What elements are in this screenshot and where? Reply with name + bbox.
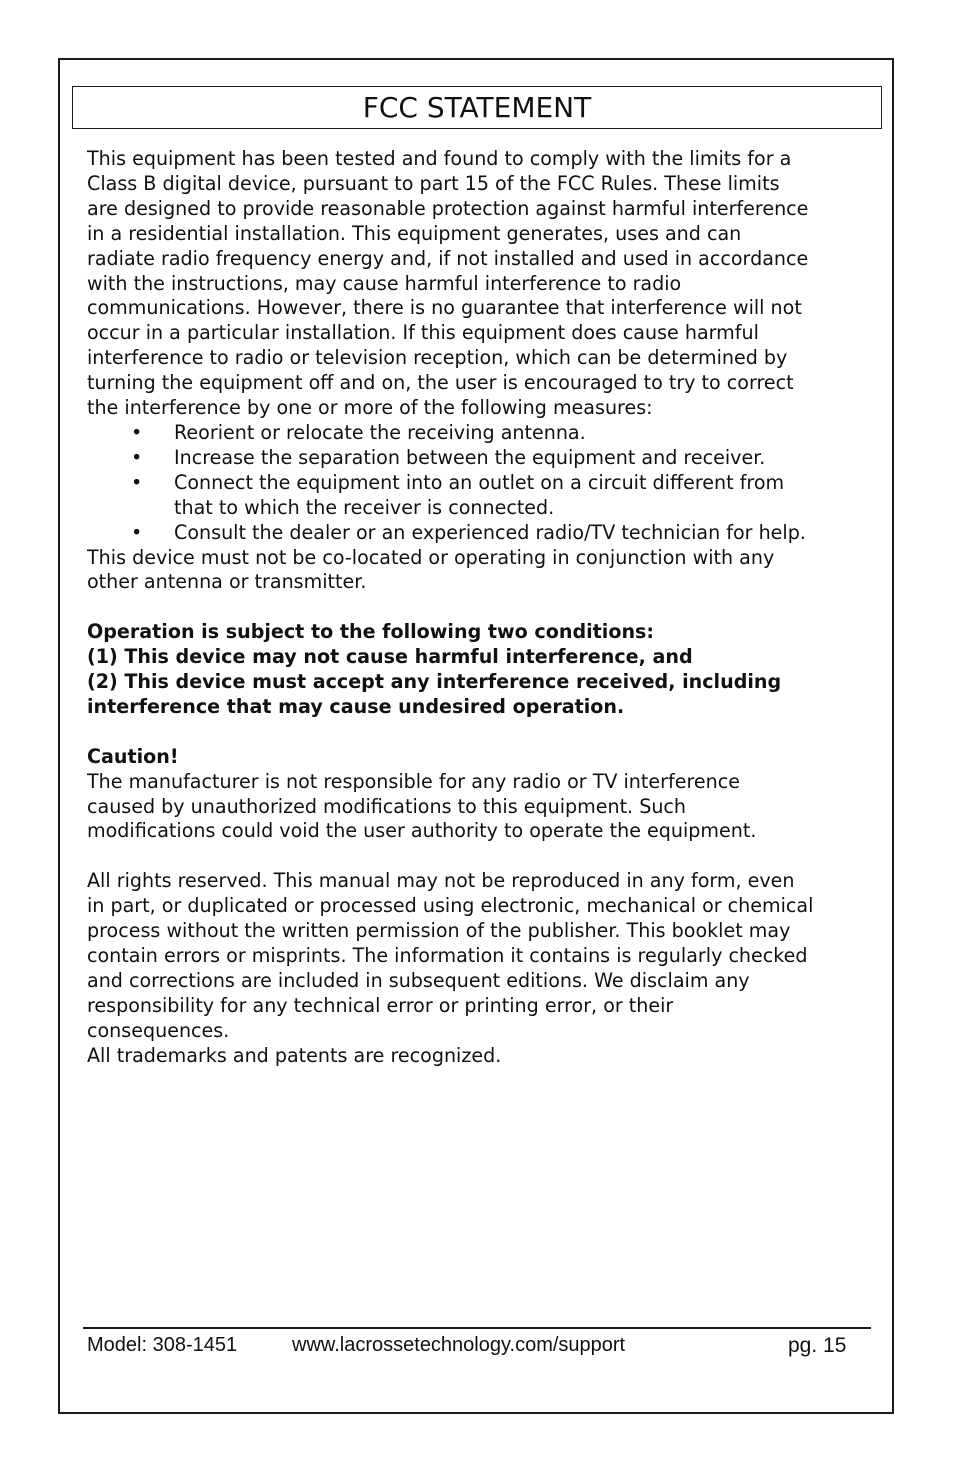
text-line: All trademarks and patents are recognized.	[87, 1043, 502, 1067]
caution-paragraph	[87, 745, 877, 845]
list-item-text: Connect the equipment into an outlet on a circuit different from	[174, 470, 785, 494]
page-number: pg. 15	[788, 1334, 847, 1357]
rights-paragraph	[87, 869, 877, 1068]
bullet-icon: •	[131, 420, 143, 444]
text-line: All rights reserved. This manual may not be reproduced in any form, even	[87, 869, 795, 893]
bullet-icon: •	[131, 470, 143, 494]
text-line: occur in a particular installation. If this equipment does cause harmful	[87, 321, 759, 345]
list-item	[87, 421, 877, 446]
text-line: responsibility for any technical error or printing error, or their	[87, 993, 674, 1017]
list-item-text: Reorient or relocate the receiving antenna.	[174, 420, 586, 444]
text-line: The manufacturer is not responsible for any radio or TV interference	[87, 769, 740, 793]
text-line: (2) This device must accept any interference received, including	[87, 670, 782, 694]
text-line: This device must not be co-located or operating in conjunction with any	[87, 545, 775, 569]
colocation-paragraph	[87, 546, 877, 596]
intro-paragraph	[87, 147, 877, 421]
text-line: Class B digital device, pursuant to part 15 of the FCC Rules. These limits	[87, 171, 780, 195]
text-line: interference to radio or television reception, which can be determined by	[87, 346, 788, 370]
list-item	[87, 446, 877, 471]
text-line: turning the equipment off and on, the user is encouraged to try to correct	[87, 371, 794, 395]
list-item-text: Consult the dealer or an experienced radio/TV technician for help.	[174, 520, 806, 544]
text-line: and corrections are included in subsequent editions. We disclaim any	[87, 968, 750, 992]
footer-support-link[interactable]: www.lacrossetechnology.com/support	[292, 1334, 626, 1356]
text-line: the interference by one or more of the following measures:	[87, 396, 653, 420]
text-line: with the instructions, may cause harmful interference to radio	[87, 271, 682, 295]
text-line: radiate radio frequency energy and, if not installed and used in accordance	[87, 246, 809, 270]
footer-model: Model: 308-1451	[87, 1334, 238, 1356]
text-line: contain errors or misprints. The information it contains is regularly checked	[87, 943, 808, 967]
list-item-text: that to which the receiver is connected.	[174, 495, 555, 519]
list-item	[87, 521, 877, 546]
text-line: modifications could void the user authority to operate the equipment.	[87, 819, 757, 843]
conditions-paragraph	[87, 620, 877, 720]
statement-body	[87, 147, 877, 1068]
text-line: consequences.	[87, 1018, 230, 1042]
text-line: process without the written permission of the publisher. This booklet may	[87, 919, 791, 943]
text-line: other antenna or transmitter.	[87, 570, 367, 594]
list-item	[87, 471, 877, 521]
bullet-icon: •	[131, 520, 143, 544]
bullet-icon: •	[131, 445, 143, 469]
text-line: communications. However, there is no guarantee that interference will not	[87, 296, 802, 320]
text-line: (1) This device may not cause harmful interference, and	[87, 645, 693, 669]
footer-divider	[83, 1327, 871, 1329]
caution-heading: Caution!	[87, 744, 179, 768]
text-line: interference that may cause undesired operation.	[87, 694, 625, 718]
measures-list	[87, 421, 877, 546]
text-line: caused by unauthorized modifications to this equipment. Such	[87, 794, 687, 818]
text-line: in part, or duplicated or processed using electronic, mechanical or chemical	[87, 894, 814, 918]
text-line: in a residential installation. This equipment generates, uses and can	[87, 221, 742, 245]
text-line: are designed to provide reasonable protection against harmful interference	[87, 196, 809, 220]
list-item-text: Increase the separation between the equipment and receiver.	[174, 445, 766, 469]
page-title: FCC STATEMENT	[72, 86, 882, 129]
text-line: Operation is subject to the following two conditions:	[87, 620, 655, 644]
text-line: This equipment has been tested and found to comply with the limits for a	[87, 147, 792, 170]
